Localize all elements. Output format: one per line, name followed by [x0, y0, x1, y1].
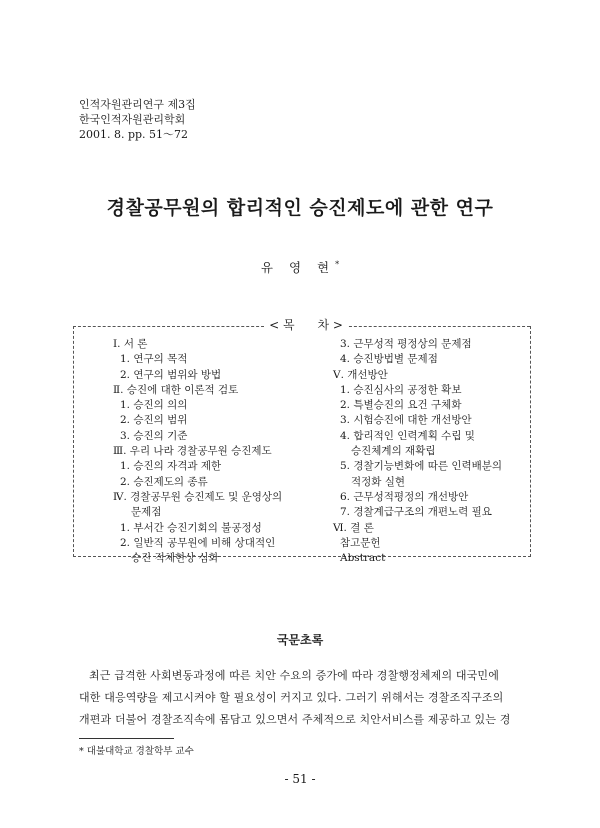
abstract-body [79, 665, 531, 731]
toc-item: 3. 근무성적 평정상의 문제점 [340, 338, 472, 350]
toc-heading: < 목 차 > [264, 316, 348, 333]
toc-item: Ⅴ. 개선방안 [333, 368, 388, 381]
toc-item: 1. 연구의 목적 [120, 353, 188, 366]
toc-item: Abstract [340, 552, 386, 565]
toc-item: Ⅵ. 결 론 [333, 521, 374, 534]
toc-item: 승진 적체현상 심화 [131, 552, 219, 565]
toc-item: 승진체계의 재확립 [351, 445, 436, 458]
toc-item: 2. 승진의 범위 [120, 414, 188, 427]
toc-item: 1. 승진심사의 공정한 확보 [340, 383, 462, 396]
toc-item: 1. 승진의 자격과 제한 [120, 460, 222, 473]
toc-item: Ⅳ. 경찰공무원 승진제도 및 운영상의 [113, 490, 283, 503]
toc-item: 참고문헌 [340, 536, 381, 549]
toc-item: Ⅱ. 승진에 대한 이론적 검토 [113, 383, 239, 396]
toc-item: 2. 특별승진의 요건 구체화 [340, 399, 462, 412]
abstract-line: 최근 급격한 사회변동과정에 따른 치안 수요의 증가에 따라 경찰행정체제의 대국민에 [89, 669, 499, 682]
toc-item: 2. 승진제도의 종류 [120, 475, 208, 488]
abstract-line: 개편과 더불어 경찰조직속에 몸담고 있으면서 주체적으로 치안서비스를 제공하고 있는 경 [79, 713, 511, 726]
toc-item: Ⅲ. 우리 나라 경찰공무원 승진제도 [113, 445, 272, 458]
footnote: * 대불대학교 경찰학부 교수 [79, 746, 194, 757]
toc-item: 4. 승진방법별 문제점 [340, 353, 438, 366]
toc-item: 3. 승진의 기준 [120, 429, 188, 442]
footnote-divider [79, 738, 174, 739]
author-name: 유 영 현 [260, 260, 336, 275]
toc-border-top-right [344, 326, 530, 327]
toc-item: 2. 연구의 범위와 방법 [120, 368, 222, 381]
toc-item: 7. 경찰계급구조의 개편노력 필요 [340, 506, 492, 519]
toc-item: 문제점 [131, 506, 162, 519]
society-name: 한국인적자원관리학회 [79, 113, 186, 126]
toc-border-top-left [73, 326, 269, 327]
journal-name: 인적자원관리연구 제3집 [79, 98, 196, 111]
toc-item: 3. 시험승진에 대한 개선방안 [340, 414, 472, 427]
toc-item: 1. 부서간 승진기회의 불공정성 [120, 521, 262, 534]
toc-item: 4. 합리적인 인력계획 수립 및 [340, 429, 475, 442]
toc-item: 6. 근무성적평정의 개선방안 [340, 490, 469, 503]
author [0, 258, 600, 276]
toc-item: 적정화 실현 [351, 475, 406, 488]
paper-title: 경찰공무원의 합리적인 승진제도에 관한 연구 [106, 197, 494, 219]
page-number: - 51 - [284, 772, 316, 786]
toc-item: 5. 경찰기능변화에 따른 인력배분의 [340, 460, 503, 473]
journal-header [79, 97, 196, 142]
toc-item: Ⅰ. 서 론 [113, 338, 148, 350]
citation: 2001. 8. pp. 51～72 [79, 128, 189, 141]
toc-item: 1. 승진의 의의 [120, 399, 188, 412]
toc-item: 2. 일반직 공무원에 비해 상대적인 [120, 536, 276, 549]
toc-left-column [113, 337, 313, 566]
abstract-heading: 국문초록 [276, 633, 324, 647]
author-footnote-mark: * [335, 259, 340, 269]
abstract-line: 대한 대응역량을 제고시켜야 할 필요성이 커지고 있다. 그러기 위해서는 경찰조직구조의 [79, 691, 504, 704]
toc-right-column [333, 337, 528, 566]
